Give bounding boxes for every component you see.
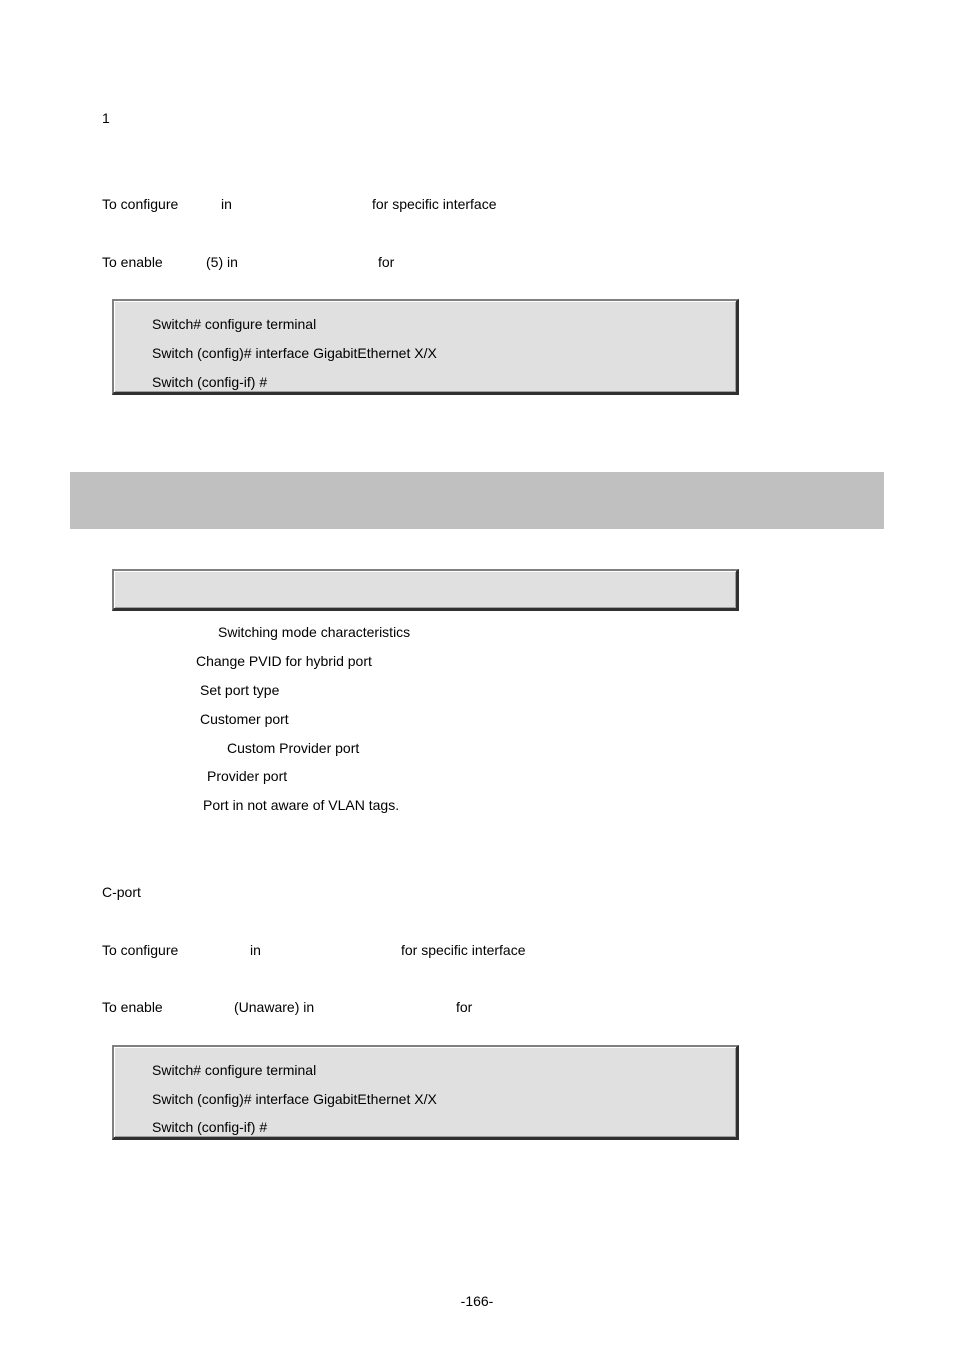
example-text-2: (Unaware) in [234,999,315,1015]
mode-text-3: for specific interface [372,196,497,212]
code-line: Switch# configure terminal [152,316,317,332]
mode-text-2: in [221,196,232,212]
default-value: 1 [102,110,110,126]
mode-text-1: To configure [102,942,179,958]
parameter-description: Port in not aware of VLAN tags. [203,797,400,813]
example-text-3: for [456,999,473,1015]
mode-text-1: To configure [102,196,179,212]
section-heading-banner [70,472,884,529]
page-number: -166- [460,1293,494,1309]
parameter-description: Customer port [200,711,289,727]
syntax-box [112,569,739,611]
code-example-box [112,1045,739,1140]
example-text-2: (5) in [206,254,238,270]
parameter-description: Set port type [200,682,280,698]
code-line: Switch (config-if) # [152,1119,268,1135]
parameter-description: Change PVID for hybrid port [196,653,372,669]
code-line: Switch (config)# interface GigabitEthernet X/X [152,345,437,361]
example-text-1: To enable [102,999,163,1015]
code-line: Switch (config)# interface GigabitEthernet X/X [152,1091,437,1107]
parameter-description: Switching mode characteristics [218,624,411,640]
mode-text-2: in [250,942,261,958]
parameter-description: Custom Provider port [227,740,360,756]
parameter-description: Provider port [207,768,288,784]
example-text-3: for [378,254,395,270]
code-line: Switch# configure terminal [152,1062,317,1078]
default-value: C-port [102,884,141,900]
mode-text-3: for specific interface [401,942,526,958]
example-text-1: To enable [102,254,163,270]
code-line: Switch (config-if) # [152,374,268,390]
code-example-box [112,299,739,395]
